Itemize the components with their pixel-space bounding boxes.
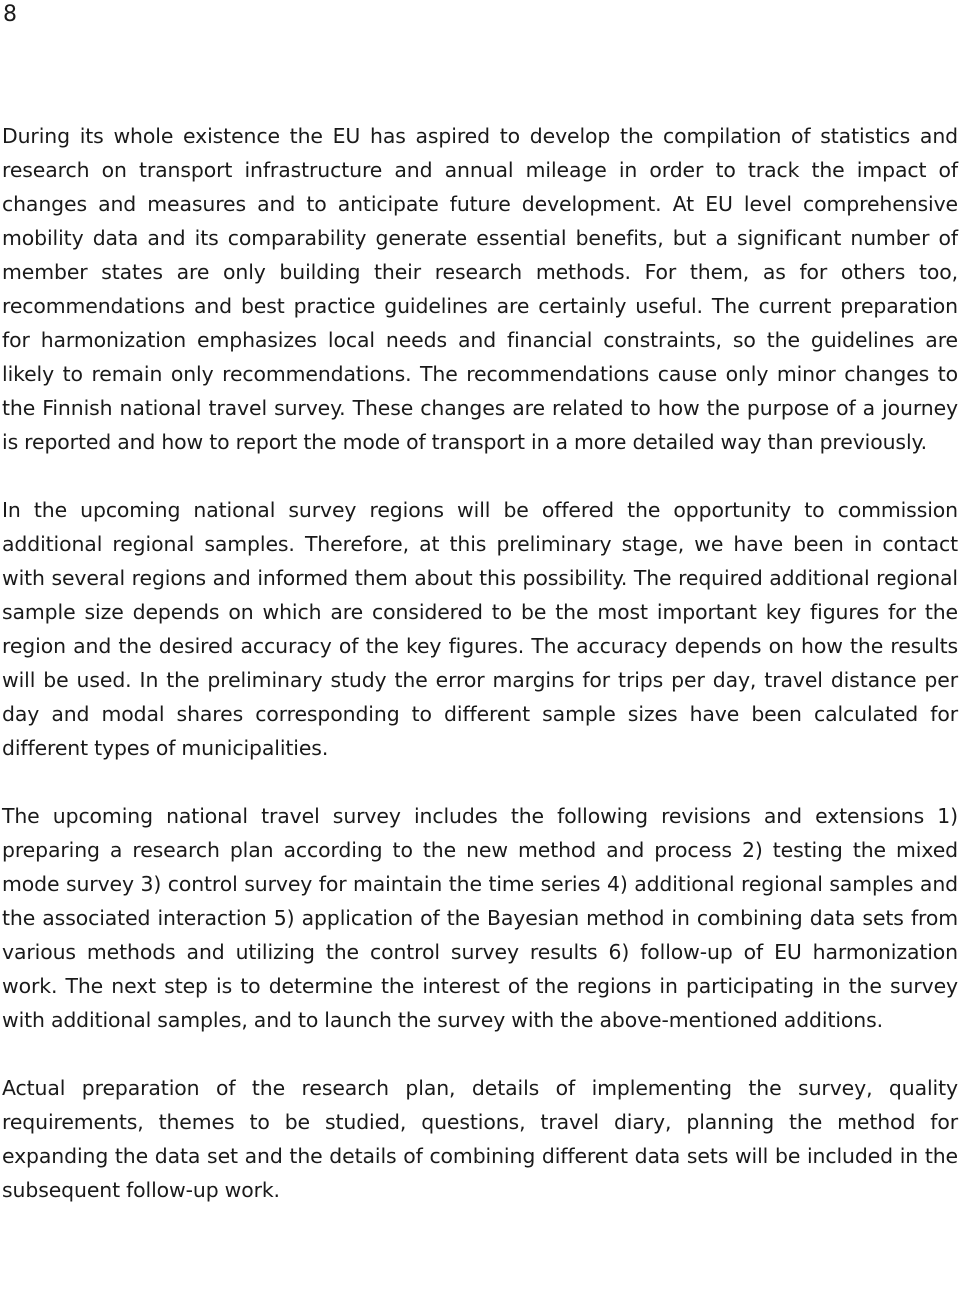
body-text xyxy=(2,119,958,1207)
paragraph-eu-harmonization: During its whole existence the EU has aspired to develop the compilation of statistics and research on transport infrastructure and annual mileage in order to track the impact of changes and measures and to anticipate future development. At EU level comprehensive mobility data and its comparability generate essential benefits, but a significant number of member states are only building their research methods. For them, as for others too, recommendations and best practice guidelines are certainly useful. The current preparation for harmonization emphasizes local needs and financial constraints, so the guidelines are likely to remain only recommendations. The recommendations cause only minor changes to the Finnish national travel survey. These changes are related to how the purpose of a journey is reported and how to report the mode of transport in a more detailed way than previously. xyxy=(2,124,958,454)
paragraph-follow-up-work: Actual preparation of the research plan, details of implementing the survey, quality requirements, themes to be studied, questions, travel diary, planning the method for expanding the data set and the details of combining different data sets will be included in the subsequent follow-up work. xyxy=(2,1076,958,1202)
paragraph-survey-revisions: The upcoming national travel survey includes the following revisions and extensions 1) preparing a research plan according to the new method and process 2) testing the mixed mode survey 3) control survey for maintain the time series 4) additional regional samples and the associated interaction 5) application of the Bayesian method in combining data sets from various methods and utilizing the control survey results 6) follow-up of EU harmonization work. The next step is to determine the interest of the regions in participating in the survey with additional samples, and to launch the survey with the above-mentioned additions. xyxy=(2,804,958,1032)
paragraph-regional-samples: In the upcoming national survey regions will be offered the opportunity to commission additional regional samples. Therefore, at this preliminary stage, we have been in contact with several regions and informed them about this possibility. The required additional regional sample size depends on which are considered to be the most important key figures for the region and the desired accuracy of the key figures. The accuracy depends on how the results will be used. In the preliminary study the error margins for trips per day, travel distance per day and modal shares corresponding to different sample sizes have been calculated for different types of municipalities. xyxy=(2,498,958,760)
page-number: 8 xyxy=(3,2,17,27)
